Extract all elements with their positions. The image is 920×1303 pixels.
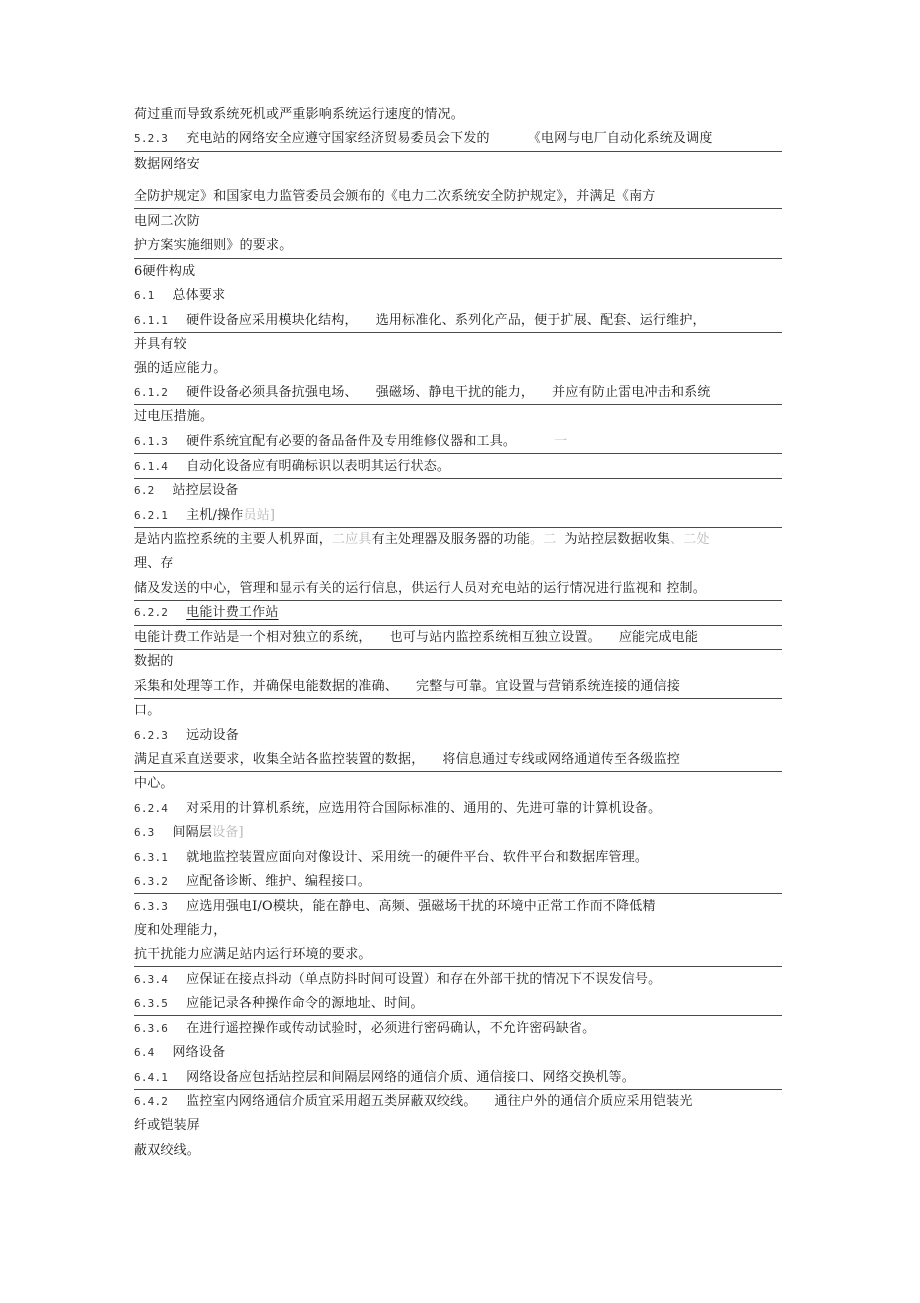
clause-6-3-4: 6.3.4 应保证在接点抖动（单点防抖时间可设置）和存在外部干扰的情况下不误发信号。 (134, 972, 662, 987)
text-line: 数据的 (134, 654, 174, 669)
clause-6-1-1: 6.1.1 硬件设备应采用模块化结构， 选用标准化、系列化产品，便于扩展、配套、运行维护， (134, 313, 706, 328)
text-line: 护方案实施细则》的要求。 (134, 238, 293, 253)
line-rule (134, 527, 782, 528)
text-line: 强的适应能力。 (134, 361, 227, 376)
clause-6-3-1: 6.3.1 就地监控装置应面向对像设计、采用统一的硬件平台、软件平台和数据库管理。 (134, 850, 649, 865)
clause-6-3-3: 6.3.3 应选用强电I/O模块，能在静电、高频、强磁场干扰的环境中正常工作而不降低精 (134, 899, 656, 914)
clause-6-2-2: 6.2.2 电能计费工作站 (134, 605, 279, 620)
clause-6-3: 6.3 间隔层设备] (134, 825, 244, 840)
text-line: 全防护规定》和国家电力监管委员会颁布的《电力二次系统安全防护规定》，并满足《南方 (134, 189, 656, 204)
clause-6-4: 6.4 网络设备 (134, 1045, 226, 1060)
clause-6-2-3: 6.2.3 远动设备 (134, 728, 239, 743)
clause-6-4-1: 6.4.1 网络设备应包括站控层和间隔层网络的通信介质、通信接口、网络交换机等。 (134, 1070, 635, 1085)
text-line: 储及发送的中心，管理和显示有关的运行信息，供运行人员对充电站的运行情况进行监视和 控制。 (134, 581, 706, 596)
text-line: 电能计费工作站是一个相对独立的系统， 也可与站内监控系统相互独立设置。 应能完成电能 (134, 630, 699, 645)
clause-6-2: 6.2 站控层设备 (134, 483, 239, 498)
text-line: 是站内监控系统的主要人机界面，二应具有主处理器及服务器的功能。二 为站控层数据收集、二处 (134, 532, 710, 547)
line-rule (134, 151, 782, 152)
text-line: 度和处理能力， (134, 923, 227, 938)
text-line: 纤或铠装屏 (134, 1118, 201, 1133)
line-rule (134, 600, 782, 601)
clause-6-2-4: 6.2.4 对采用的计算机系统，应选用符合国际标准的、通用的、先进可靠的计算机设备。 (134, 801, 662, 816)
line-rule (134, 208, 782, 209)
line-rule (134, 1015, 782, 1016)
text-line: 数据网络安 (134, 157, 201, 172)
section-heading-6: 6硬件构成 (134, 264, 196, 279)
text-line: 抗干扰能力应满足站内运行环境的要求。 (134, 947, 372, 962)
text-line: 荷过重而导致系统死机或严重影响系统运行速度的情况。 (134, 107, 465, 122)
clause-5-2-3: 5.2.3 充电站的网络安全应遵守国家经济贸易委员会下发的 《电网与电厂自动化系统及调度 (134, 128, 713, 150)
line-rule (134, 258, 782, 259)
text-line: 蔽双绞线。 (134, 1143, 201, 1158)
line-rule (134, 1089, 782, 1090)
line-rule (134, 625, 782, 626)
text-line: 中心。 (134, 776, 174, 791)
line-rule (134, 478, 782, 479)
line-rule (134, 698, 782, 699)
clause-6-3-5: 6.3.5 应能记录各种操作命令的源地址、时间。 (134, 996, 424, 1011)
clause-6-3-6: 6.3.6 在进行遥控操作或传动试验时，必须进行密码确认，不允许密码缺省。 (134, 1021, 596, 1036)
clause-6-4-2: 6.4.2 监控室内网络通信介质宜采用超五类屏蔽双绞线。 通往户外的通信介质应采用铠装光 (134, 1094, 693, 1109)
text-line: 理、存 (134, 556, 174, 571)
line-rule (134, 649, 782, 650)
text-line: 满足直采直送要求，收集全站各监控装置的数据， 将信息通过专线或网络通道传至各级监控 (134, 752, 681, 767)
clause-6-2-1: 6.2.1 主机/操作员站] (134, 508, 276, 523)
line-rule (134, 404, 782, 405)
clause-6-1-2: 6.1.2 硬件设备必须具备抗强电场、 强磁场、静电干扰的能力， 并应有防止雷电冲击和系统 (134, 385, 711, 400)
clause-6-1-4: 6.1.4 自动化设备应有明确标识以表明其运行状态。 (134, 459, 451, 474)
text-line: 并具有较 (134, 337, 187, 352)
clause-6-1-3: 6.1.3 硬件系统宜配有必要的备品备件及专用维修仪器和工具。 一 (134, 434, 568, 449)
line-rule (134, 893, 782, 894)
line-rule (134, 453, 782, 454)
clause-6-1: 6.1 总体要求 (134, 288, 226, 303)
text-line: 采集和处理等工作，并确保电能数据的准确、 完整与可靠。宜设置与营销系统连接的通信接 (134, 679, 681, 694)
text-line: 口。 (134, 703, 161, 718)
clause-6-3-2: 6.3.2 应配备诊断、维护、编程接口。 (134, 874, 371, 889)
line-rule (134, 332, 782, 333)
text-line: 过电压措施。 (134, 409, 214, 424)
line-rule (134, 966, 782, 967)
text-line: 电网二次防 (134, 214, 201, 229)
clause-number: 5.2.3 (134, 132, 169, 145)
line-rule (134, 771, 782, 772)
